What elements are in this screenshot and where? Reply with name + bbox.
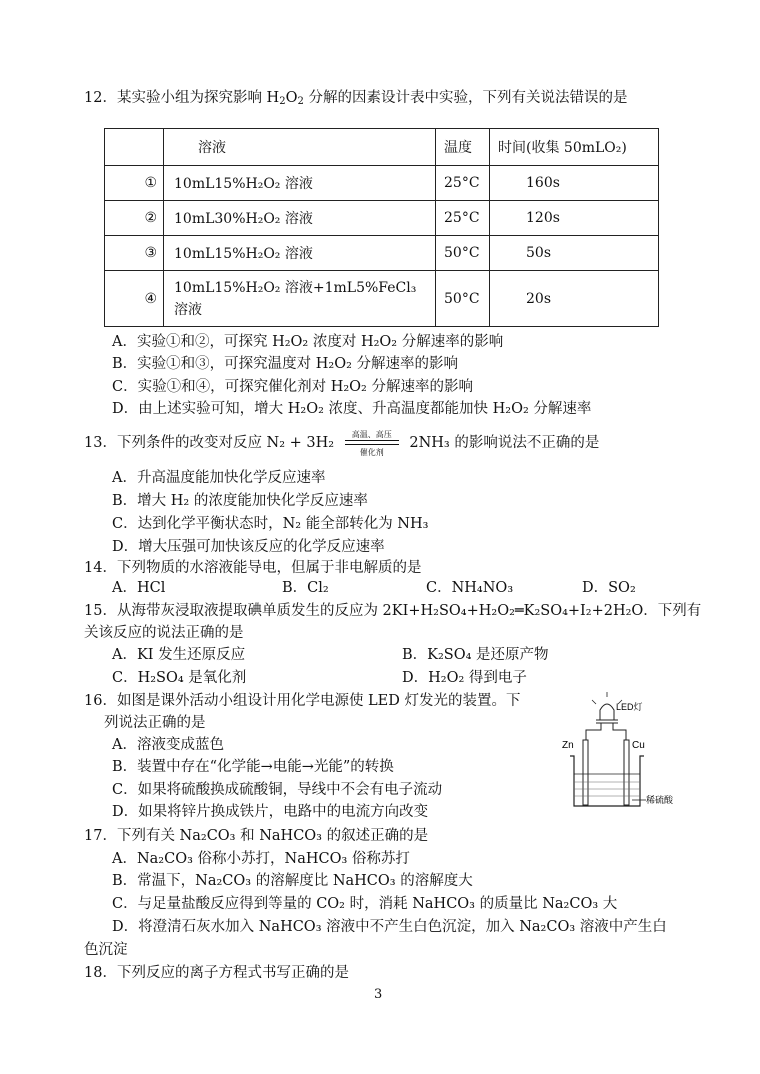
table-row <box>105 166 659 201</box>
q15-option-b: B．K₂SO₄ 是还原产物 <box>402 647 549 663</box>
q16-option-b: B．装置中存在“化学能→电能→光能”的转换 <box>112 759 394 775</box>
table-header-cell: 溶液 <box>164 129 436 166</box>
q16-stem-line1: 16．如图是课外活动小组设计用化学电源使 LED 灯发光的装置。下 <box>84 693 521 709</box>
temp-cell: 50°C <box>436 236 490 271</box>
table-row <box>105 271 659 327</box>
zn-label: Zn <box>562 740 574 751</box>
q17-option-d-cont: 色沉淀 <box>84 942 128 958</box>
q15-option-a: A．KI 发生还原反应 <box>112 647 246 663</box>
led-label: LED灯 <box>616 702 643 712</box>
q14-stem: 14．下列物质的水溶液能导电，但属于非电解质的是 <box>84 560 422 576</box>
zn-electrode <box>583 740 588 805</box>
q13-option-b: B．增大 H₂ 的浓度能加快化学反应速率 <box>112 493 368 509</box>
q13-option-d: D．增大压强可加快该反应的化学反应速率 <box>112 539 385 555</box>
arrow-condition-top: 高温、高压 <box>351 430 392 439</box>
cu-electrode <box>624 740 629 805</box>
table-row <box>105 201 659 236</box>
led-cell-diagram <box>556 690 686 810</box>
q16-stem-line2: 列说法正确的是 <box>104 715 206 731</box>
arrow-condition-bottom: 催化剂 <box>359 448 384 457</box>
q16-option-d: D．如果将锌片换成铁片，电路中的电流方向改变 <box>112 804 429 820</box>
q17-stem: 17．下列有关 Na₂CO₃ 和 NaHCO₃ 的叙述正确的是 <box>84 828 429 844</box>
q16-option-a: A．溶液变成蓝色 <box>112 737 224 753</box>
q17-option-b: B．常温下，Na₂CO₃ 的溶解度比 NaHCO₃ 的溶解度大 <box>112 873 473 889</box>
temp-cell: 50°C <box>436 271 490 327</box>
reversible-arrow <box>343 430 401 457</box>
q15-option-c: C．H₂SO₄ 是氧化剂 <box>112 670 247 686</box>
table-header-row <box>105 129 659 166</box>
experiment-table <box>104 128 659 327</box>
row-number: ① <box>105 166 164 201</box>
time-cell: 120s <box>490 201 659 236</box>
q12-option-a: A．实验①和②，可探究 H₂O₂ 浓度对 H₂O₂ 分解速率的影响 <box>112 334 504 350</box>
solution-cell: 10mL30%H₂O₂ 溶液 <box>164 201 436 236</box>
q17-option-a: A．Na₂CO₃ 俗称小苏打，NaHCO₃ 俗称苏打 <box>112 851 410 867</box>
q14-option-a: A．HCl <box>112 580 166 596</box>
table-header-cell: 温度 <box>436 129 490 166</box>
solution-cell: 10mL15%H₂O₂ 溶液 <box>164 166 436 201</box>
q12-option-c: C．实验①和④，可探究催化剂对 H₂O₂ 分解速率的影响 <box>112 379 473 395</box>
q18-stem: 18．下列反应的离子方程式书写正确的是 <box>84 965 349 981</box>
q15-stem-line1: 15．从海带灰浸取液提取碘单质发生的反应为 2KI+H₂SO₄+H₂O₂═K₂SO₄+I₂+2H₂O．下列有 <box>84 603 702 619</box>
q12-option-d: D．由上述实验可知，增大 H₂O₂ 浓度、升高温度都能加快 H₂O₂ 分解速率 <box>112 401 592 417</box>
time-cell: 160s <box>490 166 659 201</box>
q13-option-a: A．升高温度能加快化学反应速率 <box>112 470 326 486</box>
time-cell: 20s <box>490 271 659 327</box>
q14-option-d: D．SO₂ <box>582 580 636 596</box>
q12-option-b: B．实验①和③，可探究温度对 H₂O₂ 分解速率的影响 <box>112 356 459 372</box>
temp-cell: 25°C <box>436 201 490 236</box>
q13-stem: 13．下列条件的改变对反应 N₂ + 3H₂ 高温、高压 催化剂 2NH₃ 的影响说法不正确的是 <box>84 430 600 457</box>
q14-option-c: C．NH₄NO₃ <box>426 580 514 596</box>
q15-option-d: D．H₂O₂ 得到电子 <box>402 670 527 686</box>
solution-cell: 10mL15%H₂O₂ 溶液 <box>164 236 436 271</box>
q14-option-b: B．Cl₂ <box>282 580 329 596</box>
cu-label: Cu <box>632 740 645 751</box>
q15-stem-line2: 关该反应的说法正确的是 <box>84 625 244 641</box>
page-number: 3 <box>374 987 383 1002</box>
temp-cell: 25°C <box>436 166 490 201</box>
q12-stem: 12．某实验小组为探究影响 $H_2O_2$ 分解的因素设计表中实验，下列有关说法错误的是 <box>84 90 628 107</box>
solution-cell: 10mL15%H₂O₂ 溶液+1mL5%FeCl₃ 溶液 <box>164 271 436 327</box>
table-header-cell: 时间(收集 50mLO₂) <box>490 129 659 166</box>
row-number: ④ <box>105 271 164 327</box>
row-number: ② <box>105 201 164 236</box>
beaker <box>570 756 644 806</box>
row-number: ③ <box>105 236 164 271</box>
acid-label: 稀硫酸 <box>646 795 674 805</box>
q17-option-d: D．将澄清石灰水加入 NaHCO₃ 溶液中不产生白色沉淀，加入 Na₂CO₃ 溶液中产生白 <box>112 919 667 935</box>
time-cell: 50s <box>490 236 659 271</box>
table-header-cell <box>105 129 164 166</box>
q17-option-c: C．与足量盐酸反应得到等量的 CO₂ 时，消耗 NaHCO₃ 的质量比 Na₂CO₃ 大 <box>112 896 618 912</box>
table-row <box>105 236 659 271</box>
q16-option-c: C．如果将硫酸换成硫酸铜，导线中不会有电子流动 <box>112 782 443 798</box>
q13-option-c: C．达到化学平衡状态时，N₂ 能全部转化为 NH₃ <box>112 516 429 532</box>
